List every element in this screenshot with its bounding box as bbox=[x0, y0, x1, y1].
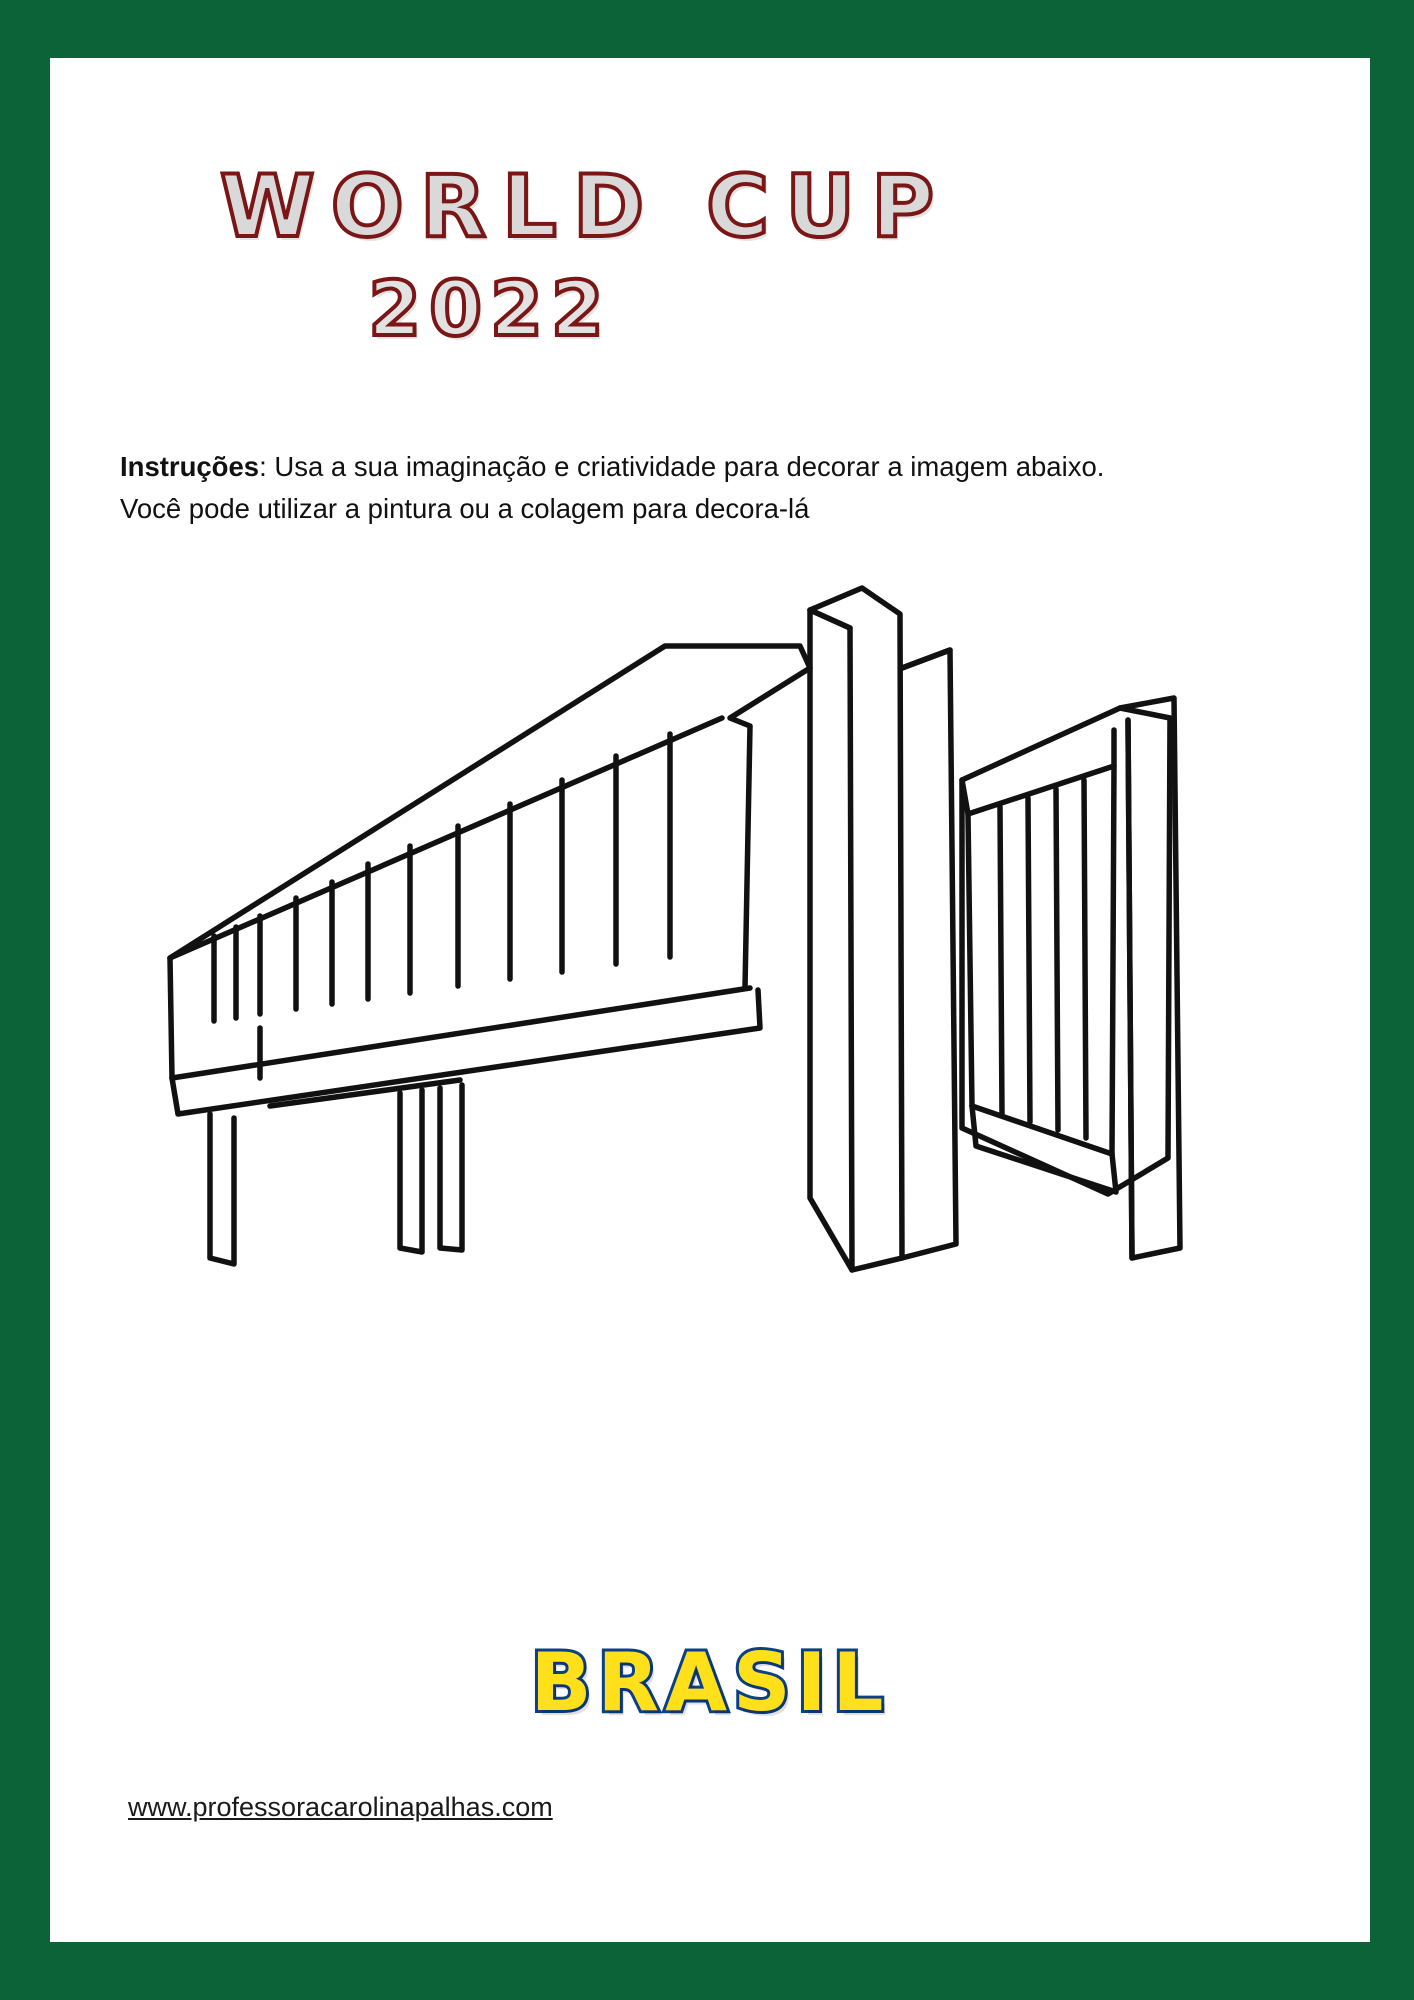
instructions-line-1 bbox=[120, 446, 1300, 488]
title-line-world-cup: WORLD CUP bbox=[219, 157, 951, 257]
instructions-block bbox=[120, 446, 1300, 530]
instructions-label: Instruções bbox=[120, 451, 260, 482]
brasil-wordart bbox=[50, 1636, 1370, 1729]
instructions-separator: : bbox=[259, 451, 275, 482]
brasil-wordart-text: BRASIL bbox=[530, 1636, 890, 1729]
instructions-line-2: Você pode utilizar a pintura ou a colagem para decora-lá bbox=[120, 492, 810, 524]
congresso-nacional-line-drawing bbox=[110, 558, 1330, 1378]
title-wordart bbox=[50, 157, 1370, 354]
title-line-year: 2022 bbox=[368, 264, 612, 354]
instructions-text-1: Usa a sua imaginação e criatividade para decorar a imagem abaixo. bbox=[274, 451, 1105, 482]
worksheet-sheet bbox=[50, 58, 1370, 1942]
footer-website-link[interactable]: www.professoracarolinapalhas.com bbox=[128, 1792, 553, 1822]
